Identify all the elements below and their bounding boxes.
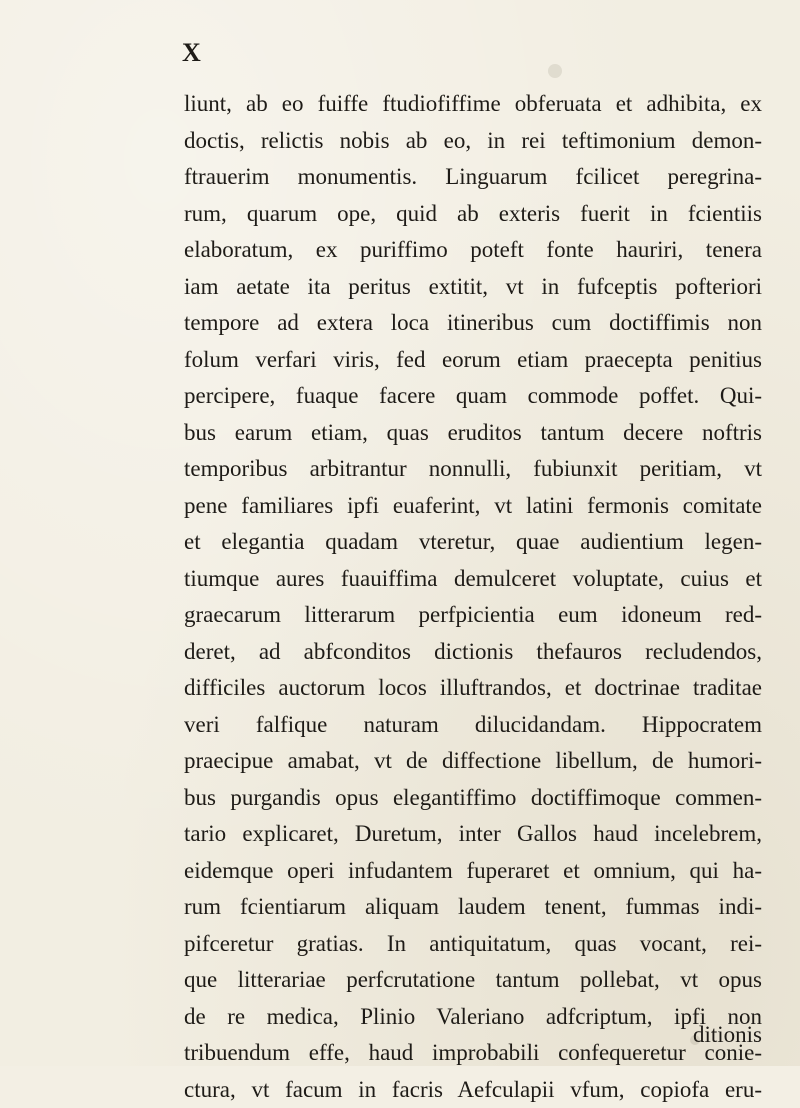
signature-mark: X [182, 40, 202, 66]
text-line: tiumque aures fuauiffima demulceret voluptate, cuius et [184, 561, 762, 598]
text-line: rum fcientiarum aliquam laudem tenent, fummas indi- [184, 889, 762, 926]
text-line: bus purgandis opus elegantiffimo doctiffimoque commen- [184, 780, 762, 817]
text-line: rum, quarum ope, quid ab exteris fuerit in fcientiis [184, 196, 762, 233]
paper-spot [690, 1035, 700, 1045]
text-line: et elegantia quadam vteretur, quae audientium legen- [184, 524, 762, 561]
paper-spot [548, 64, 562, 78]
text-line: folum verfari viris, fed eorum etiam praecepta penitius [184, 342, 762, 379]
text-line: ctura, vt facum in facris Aefculapii vfum, copiofa eru- [184, 1072, 762, 1108]
text-line: tempore ad extera loca itineribus cum doctiffimis non [184, 305, 762, 342]
text-line: veri falfique naturam dilucidandam. Hippocratem [184, 707, 762, 744]
text-line: graecarum litterarum perfpicientia eum idoneum red- [184, 597, 762, 634]
text-line: liunt, ab eo fuiffe ftudiofiffime obferuata et adhibita, ex [184, 86, 762, 123]
text-line: difficiles auctorum locos illuftrandos, et doctrinae traditae [184, 670, 762, 707]
body-text [184, 86, 762, 1108]
text-line: eidemque operi infudantem fuperaret et omnium, qui ha- [184, 853, 762, 890]
text-line: bus earum etiam, quas eruditos tantum decere noftris [184, 415, 762, 452]
text-line: elaboratum, ex puriffimo poteft fonte hauriri, tenera [184, 232, 762, 269]
catchword: ditionis [184, 1017, 762, 1053]
text-line: de re medica, Plinio Valeriano adfcriptum, ipfi non [184, 999, 762, 1036]
text-line: doctis, relictis nobis ab eo, in rei teftimonium demon- [184, 123, 762, 160]
text-line: pene familiares ipfi euaferint, vt latini fermonis comitate [184, 488, 762, 525]
text-line: tario explicaret, Duretum, inter Gallos haud incelebrem, [184, 816, 762, 853]
text-line: percipere, fuaque facere quam commode poffet. Qui- [184, 378, 762, 415]
text-line: pifceretur gratias. In antiquitatum, quas vocant, rei- [184, 926, 762, 963]
text-line: ftrauerim monumentis. Linguarum fcilicet peregrina- [184, 159, 762, 196]
text-line: tribuendum effe, haud improbabili confequeretur conie- [184, 1035, 762, 1072]
text-line: praecipue amabat, vt de diffectione libellum, de humori- [184, 743, 762, 780]
text-line: que litterariae perfcrutatione tantum pollebat, vt opus [184, 962, 762, 999]
text-line: iam aetate ita peritus extitit, vt in fufceptis pofteriori [184, 269, 762, 306]
text-line: temporibus arbitrantur nonnulli, fubiunxit peritiam, vt [184, 451, 762, 488]
text-line: deret, ad abfconditos dictionis thefauros recludendos, [184, 634, 762, 671]
